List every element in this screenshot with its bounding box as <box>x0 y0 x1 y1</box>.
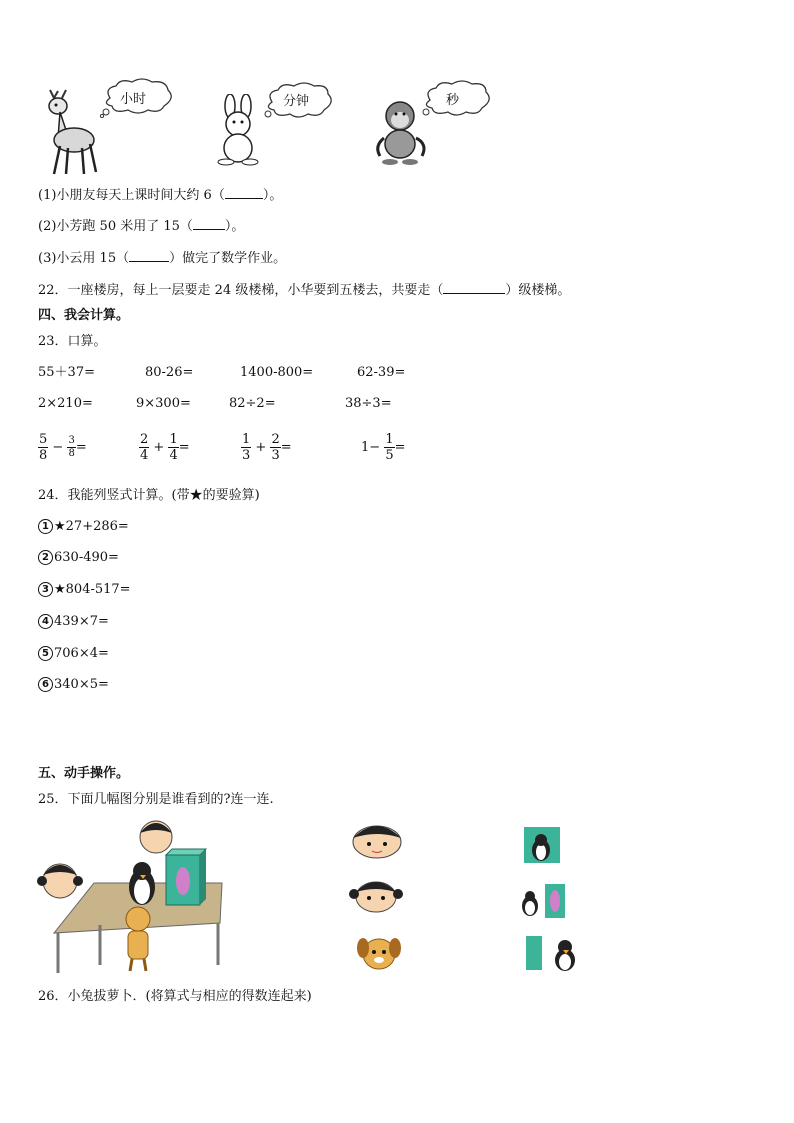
q23-calc-3: 1400-800= <box>240 365 314 380</box>
q23-fraction-3: $\frac{1}{3}$ + $\frac{2}{3}$ = <box>242 432 292 463</box>
q24-item-4: 4 439×7= <box>38 613 109 631</box>
cloud-label-minutes: 分钟 <box>283 94 310 109</box>
number-circle: 2 <box>38 550 53 565</box>
number-circle: 1 <box>38 519 53 534</box>
view-right-image[interactable] <box>519 882 567 918</box>
q23-fraction-2: $\frac{2}{4}$ + $\frac{1}{4}$ = <box>140 432 190 463</box>
answer-blank[interactable] <box>443 281 505 294</box>
number-circle: 3 <box>38 582 53 597</box>
section-4-heading: 四、我会计算。 <box>38 308 130 323</box>
section-5-heading: 五、动手操作。 <box>38 766 130 781</box>
q26-title: 26．小兔拔萝卜．(将算式与相应的得数连起来) <box>38 989 312 1004</box>
q24-item-2: 2 630-490= <box>38 549 119 567</box>
q24-item-5: 5 706×4= <box>38 645 109 663</box>
q23-calc-5: 2×210= <box>38 396 93 411</box>
q24-item-3: 3 ★804-517= <box>38 581 131 599</box>
q23-fraction-1: $\frac{5}{8}$ − $\frac{3}{8}$ = <box>39 432 87 463</box>
q21-item-3: (3)小云用 15（ ）做完了数学作业。 <box>38 251 287 266</box>
cloud-label-hours: 小时 <box>120 92 147 107</box>
q23-calc-7: 82÷2= <box>229 396 276 411</box>
q24-item-1: 1 ★27+286= <box>38 518 129 536</box>
answer-blank[interactable] <box>225 186 263 199</box>
view-front-image[interactable] <box>525 934 581 972</box>
q23-title: 23．口算。 <box>38 334 107 349</box>
deer-image <box>40 88 104 178</box>
q23-calc-6: 9×300= <box>136 396 191 411</box>
q24-title: 24．我能列竖式计算。(带★的要验算) <box>38 488 260 503</box>
time-unit-illustration <box>40 76 500 176</box>
scene-illustration <box>36 815 228 975</box>
answer-blank[interactable] <box>193 217 225 230</box>
q23-calc-4: 62-39= <box>357 365 406 380</box>
q23-calc-2: 80-26= <box>145 365 194 380</box>
dog-face-image[interactable] <box>355 932 403 972</box>
cloud-label-seconds: 秒 <box>446 93 460 108</box>
number-circle: 6 <box>38 677 53 692</box>
q23-calc-1: 55＋37= <box>38 365 95 380</box>
q23-calc-8: 38÷3= <box>345 396 392 411</box>
q22: 22．一座楼房，每上一层要走 24 级楼梯，小华要到五楼去，共要走（ ）级楼梯。 <box>38 283 571 298</box>
view-back-image[interactable] <box>523 826 561 864</box>
q23-fraction-4: 1− $\frac{1}{5}$ = <box>361 432 406 463</box>
q21-item-2: (2)小芳跑 50 米用了 15（ ）。 <box>38 219 245 234</box>
boy-face-image[interactable] <box>346 820 408 860</box>
answer-blank[interactable] <box>129 249 169 262</box>
girl-face-image[interactable] <box>348 876 404 914</box>
number-circle: 5 <box>38 646 53 661</box>
q21-item-1: (1)小朋友每天上课时间大约 6（ ）。 <box>38 188 283 203</box>
number-circle: 4 <box>38 614 53 629</box>
q24-item-6: 6 340×5= <box>38 676 109 694</box>
q25-title: 25．下面几幅图分别是谁看到的?连一连. <box>38 792 274 807</box>
